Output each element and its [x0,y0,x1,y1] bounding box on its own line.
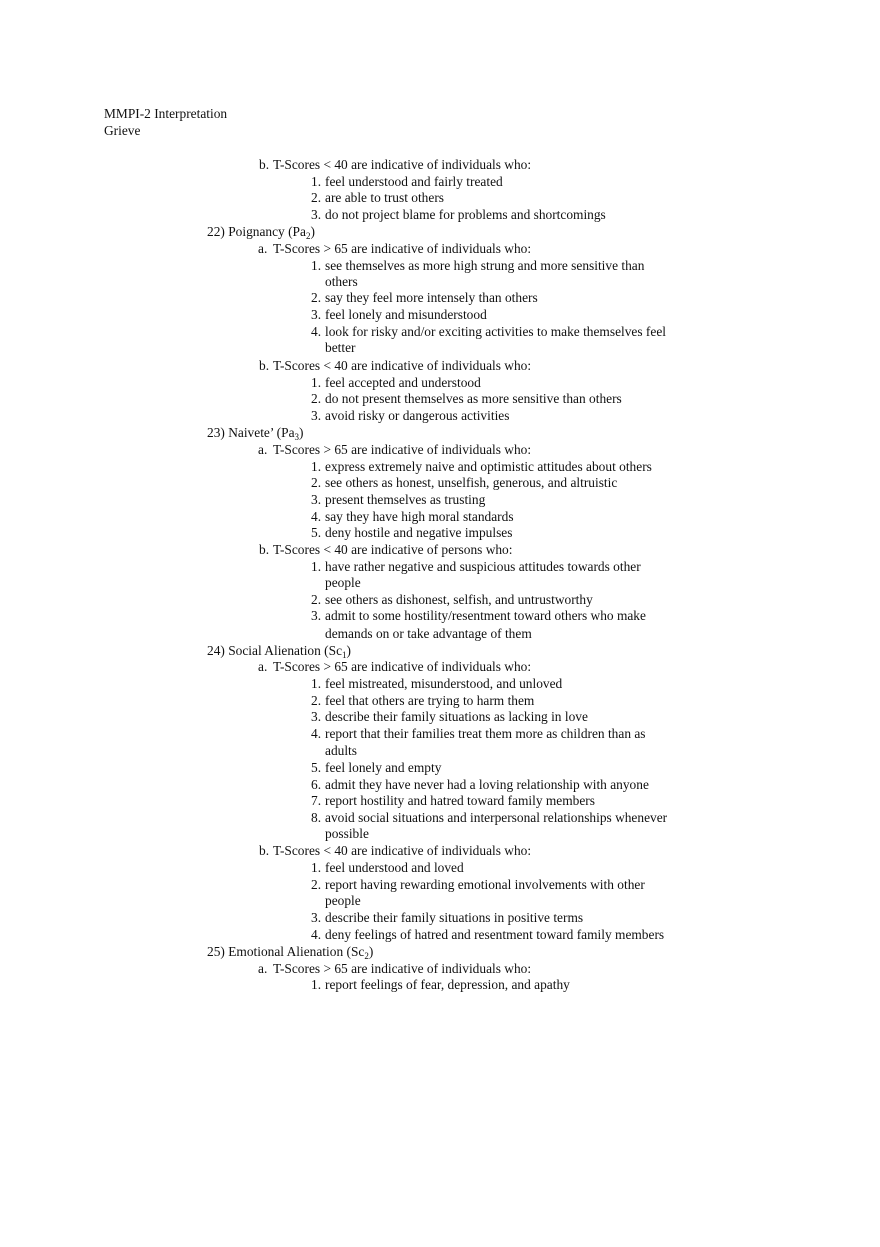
item-a-marker: a. [258,659,268,674]
point-text: describe their family situations in positive terms [325,910,584,925]
point-text: feel understood and fairly treated [325,174,503,189]
point-number: 5. [311,525,322,540]
section-subscript: 1 [342,650,347,660]
document-author: Grieve [104,123,141,138]
point-number: 5. [311,760,322,775]
item-a-text: T-Scores > 65 are indicative of individuals who: [273,442,532,457]
point-number: 2. [311,592,322,607]
point-text: have rather negative and suspicious attitudes towards other [325,559,641,574]
point-text: feel lonely and empty [325,760,442,775]
point-text: see themselves as more high strung and more sensitive than [325,258,645,273]
item-a-text: T-Scores > 65 are indicative of individuals who: [273,659,532,674]
point-number: 3. [311,207,322,222]
item-b-marker: b. [259,157,270,172]
section-heading-25 [207,944,373,960]
point-text: do not present themselves as more sensitive than others [325,391,622,406]
point-number: 4. [311,927,322,942]
point-number: 1. [311,676,322,691]
section-subscript: 2 [305,231,311,241]
point-text: say they feel more intensely than others [325,290,538,305]
point-number: 3. [311,307,322,322]
point-text: feel that others are trying to harm them [325,693,535,708]
point-text: present themselves as trusting [325,492,486,507]
point-number: 3. [311,492,322,507]
section-name: Social Alienation (Sc [228,643,343,658]
point-number: 4. [311,726,322,741]
point-text-continued: others [325,274,358,289]
section-number: 25) [207,944,225,959]
point-number: 2. [311,190,322,205]
point-text-continued: adults [325,743,357,758]
item-a-text: T-Scores > 65 are indicative of individuals who: [273,241,532,256]
document-title: MMPI-2 Interpretation [104,106,228,121]
section-heading-23 [207,425,304,441]
point-number: 2. [311,693,322,708]
item-b-text: T-Scores < 40 are indicative of individuals who: [273,157,532,172]
section-subscript: 2 [364,951,369,961]
item-a-text: T-Scores > 65 are indicative of individuals who: [273,961,532,976]
point-number: 1. [311,375,322,390]
item-a-marker: a. [258,961,268,976]
point-text: report that their families treat them more as children than as [325,726,646,741]
point-number: 8. [311,810,322,825]
point-text: deny feelings of hatred and resentment toward family members [325,927,665,942]
item-b-marker: b. [259,358,270,373]
point-text: feel lonely and misunderstood [325,307,487,322]
section-heading-24 [207,643,351,659]
point-text: see others as honest, unselfish, generous, and altruistic [325,475,618,490]
point-text-continued: people [325,893,361,908]
point-number: 1. [311,258,322,273]
section-number: 23) [207,425,225,440]
point-text-continued: people [325,575,361,590]
point-text: look for risky and/or exciting activities to make themselves feel [325,324,666,339]
point-text: deny hostile and negative impulses [325,525,513,540]
point-number: 3. [311,408,322,423]
point-text: say they have high moral standards [325,509,514,524]
point-text: feel accepted and understood [325,375,481,390]
point-text: avoid risky or dangerous activities [325,408,510,423]
point-text: report having rewarding emotional involvements with other [325,877,645,892]
point-number: 2. [311,290,322,305]
point-text: report hostility and hatred toward family members [325,793,595,808]
point-text: express extremely naive and optimistic attitudes about others [325,459,652,474]
point-text: see others as dishonest, selfish, and untrustworthy [325,592,593,607]
point-number: 3. [311,910,322,925]
point-number: 3. [311,608,322,623]
section-subscript: 3 [294,432,300,442]
point-text-continued: possible [325,826,369,841]
section-name: Poignancy (Pa [228,224,306,239]
point-text: feel mistreated, misunderstood, and unloved [325,676,563,691]
section-name: Naivete’ (Pa [228,425,295,440]
point-text: report feelings of fear, depression, and apathy [325,977,570,992]
point-text: admit they have never had a loving relationship with anyone [325,777,649,792]
section-close: ) [368,944,374,959]
item-b-marker: b. [259,542,270,557]
point-number: 1. [311,860,322,875]
section-close: ) [346,643,351,658]
point-number: 7. [311,793,322,808]
point-text: avoid social situations and interpersonal relationships whenever [325,810,668,825]
section-name: Emotional Alienation (Sc [228,944,365,959]
point-number: 1. [311,977,322,992]
point-number: 2. [311,877,322,892]
section-number: 22) [207,224,225,239]
point-number: 1. [311,174,322,189]
point-text: describe their family situations as lacking in love [325,709,588,724]
point-text: do not project blame for problems and shortcomings [325,207,606,222]
point-number: 2. [311,475,322,490]
point-number: 1. [311,559,322,574]
section-close: ) [310,224,315,239]
point-text: feel understood and loved [325,860,464,875]
point-text-continued: better [325,340,356,355]
item-b-text: T-Scores < 40 are indicative of individuals who: [273,358,532,373]
point-number: 6. [311,777,322,792]
point-text-continued: demands on or take advantage of them [325,626,532,641]
point-number: 4. [311,509,322,524]
section-close: ) [299,425,304,440]
point-number: 4. [311,324,322,339]
point-text: are able to trust others [325,190,444,205]
point-number: 3. [311,709,322,724]
point-number: 1. [311,459,322,474]
point-text: admit to some hostility/resentment toward others who make [325,608,646,623]
item-a-marker: a. [258,442,268,457]
section-number: 24) [207,643,225,658]
item-b-text: T-Scores < 40 are indicative of persons who: [273,542,513,557]
point-number: 2. [311,391,322,406]
section-heading-22 [207,224,315,240]
item-b-text: T-Scores < 40 are indicative of individuals who: [273,843,532,858]
item-a-marker: a. [258,241,268,256]
item-b-marker: b. [259,843,270,858]
